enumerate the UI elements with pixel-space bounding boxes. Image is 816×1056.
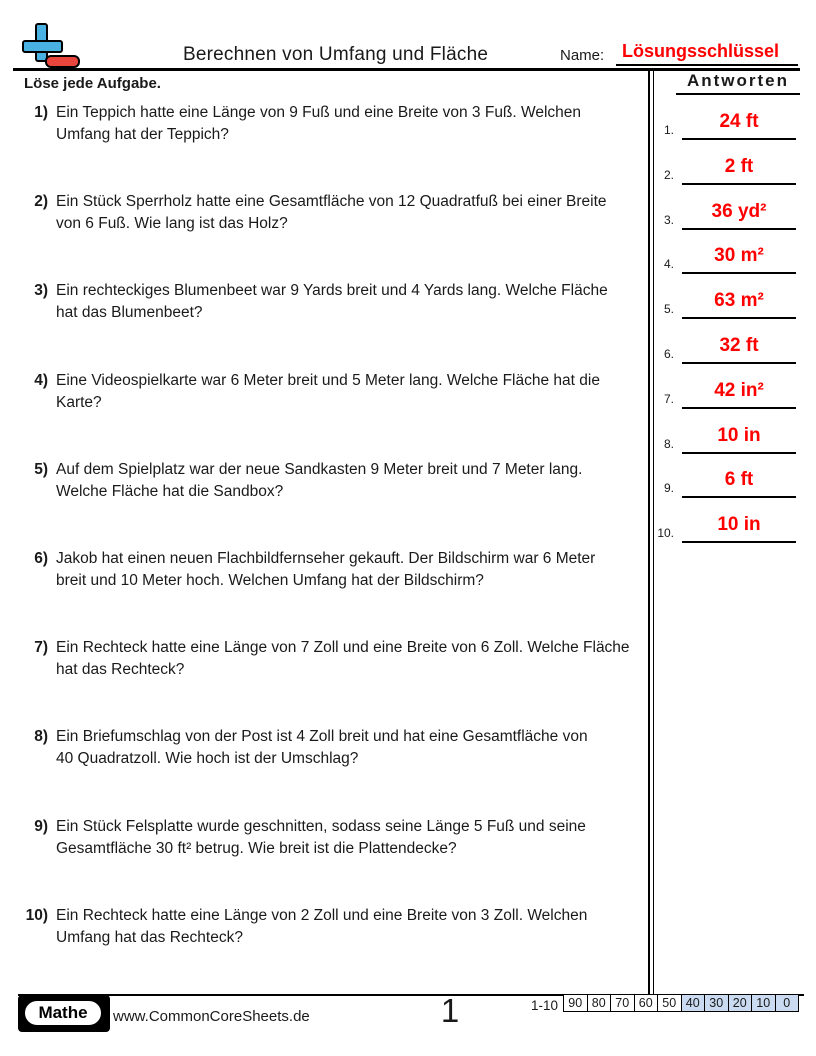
problem-number: 7) <box>34 639 48 656</box>
problem-text: Ein rechteckiges Blumenbeet war 9 Yards breit und 4 Yards lang. Welche Fläche hat das Blumenbeet? <box>56 282 608 321</box>
answer-blank-line <box>682 496 796 498</box>
problem-number: 4) <box>34 372 48 389</box>
answer-number: 8. <box>663 437 674 451</box>
problem-text: Ein Rechteck hatte eine Länge von 7 Zoll und eine Breite von 6 Zoll. Welche Fläche hat das Rechteck? <box>56 639 630 678</box>
problem-number: 3) <box>34 282 48 299</box>
answer-blank-line <box>682 452 796 454</box>
problem-number: 10) <box>25 907 48 924</box>
instruction-text: Löse jede Aufgabe. <box>24 75 161 92</box>
answer-value: 10 in <box>717 425 761 446</box>
subject-badge <box>18 995 110 1032</box>
answer-value: 24 ft <box>719 111 759 132</box>
answer-number: 3. <box>663 213 674 227</box>
name-blank-line <box>616 64 798 66</box>
answer-number: 1. <box>663 123 674 137</box>
problem-number: 5) <box>34 461 48 478</box>
problem-text: Jakob hat einen neuen Flachbildfernseher gekauft. Der Bildschirm war 6 Meter breit und 10 Meter hoch. Welchen Umfang hat der Bildschirm? <box>56 550 596 589</box>
answer-value: 63 m² <box>714 290 764 311</box>
problem-number: 6) <box>34 550 48 567</box>
problem-text: Ein Briefumschlag von der Post ist 4 Zoll breit und hat eine Gesamtfläche von 40 Quadratzoll. Wie hoch ist der Umschlag? <box>56 728 588 767</box>
answer-value: 6 ft <box>724 469 754 490</box>
score-cell: 10 <box>751 995 775 1011</box>
answer-value: 2 ft <box>724 156 754 177</box>
answer-number: 9. <box>663 481 674 495</box>
score-cell: 50 <box>657 995 681 1011</box>
problem-text: Ein Stück Felsplatte wurde geschnitten, sodass seine Länge 5 Fuß und seine Gesamtfläche 30 ft² betrug. Wie breit ist die Plattendecke? <box>56 818 586 857</box>
score-cell: 0 <box>775 995 799 1011</box>
answer-blank-line <box>682 183 796 185</box>
problem-number: 9) <box>34 818 48 835</box>
score-cell: 40 <box>681 995 705 1011</box>
problem-number: 2) <box>34 193 48 210</box>
plus-icon-joint <box>37 42 46 51</box>
answer-blank-line <box>682 362 796 364</box>
subject-badge-label: Mathe <box>23 999 103 1027</box>
score-cell: 90 <box>568 996 583 1010</box>
answer-blank-line <box>682 228 796 230</box>
name-label: Name: <box>560 47 605 64</box>
answer-number: 7. <box>663 392 674 406</box>
problem-number: 1) <box>34 104 48 121</box>
answer-value: 36 yd² <box>711 201 767 222</box>
answer-blank-line <box>682 138 796 140</box>
answer-blank-line <box>682 407 796 409</box>
answer-number: 4. <box>663 257 674 271</box>
answer-blank-line <box>682 272 796 274</box>
problem-text: Ein Rechteck hatte eine Länge von 2 Zoll und eine Breite von 3 Zoll. Welchen Umfang hat das Rechteck? <box>56 907 588 946</box>
score-cell: 70 <box>610 995 634 1011</box>
answer-value: 32 ft <box>719 335 759 356</box>
problem-text: Eine Videospielkarte war 6 Meter breit und 5 Meter lang. Welche Fläche hat die Karte? <box>56 372 600 411</box>
answers-heading: Antworten <box>676 71 800 95</box>
score-cell: 30 <box>704 995 728 1011</box>
score-range-label: 1-10 <box>530 998 558 1013</box>
answer-blank-line <box>682 317 796 319</box>
problem-text: Ein Teppich hatte eine Länge von 9 Fuß und eine Breite von 3 Fuß. Welchen Umfang hat der Teppich? <box>56 104 582 143</box>
problem-text: Ein Stück Sperrholz hatte eine Gesamtfläche von 12 Quadratfuß bei einer Breite von 6 Fuß. Wie lang ist das Holz? <box>56 193 607 232</box>
problem-number: 8) <box>34 728 48 745</box>
page-number: 1 <box>440 992 460 1029</box>
score-cell: 20 <box>728 995 752 1011</box>
worksheet-title: Berechnen von Umfang und Fläche <box>183 44 489 65</box>
answer-number: 5. <box>663 302 674 316</box>
answer-value: 42 in² <box>714 380 764 401</box>
answer-value: 30 m² <box>714 245 764 266</box>
website-url: www.CommonCoreSheets.de <box>113 1008 310 1025</box>
answer-number: 2. <box>663 168 674 182</box>
problem-text: Auf dem Spielplatz war der neue Sandkasten 9 Meter breit und 7 Meter lang. Welche Fläche hat die Sandbox? <box>56 461 583 500</box>
score-table <box>563 994 799 1012</box>
answer-number: 6. <box>663 347 674 361</box>
commoncoresheets-logo <box>22 23 84 69</box>
answer-value: 10 in <box>717 514 761 535</box>
answer-blank-line <box>682 541 796 543</box>
answer-key-label: Lösungsschlüssel <box>622 41 780 61</box>
answer-number: 10. <box>657 526 674 540</box>
score-cell: 80 <box>587 995 611 1011</box>
minus-icon <box>45 55 80 68</box>
score-cell: 60 <box>634 995 658 1011</box>
